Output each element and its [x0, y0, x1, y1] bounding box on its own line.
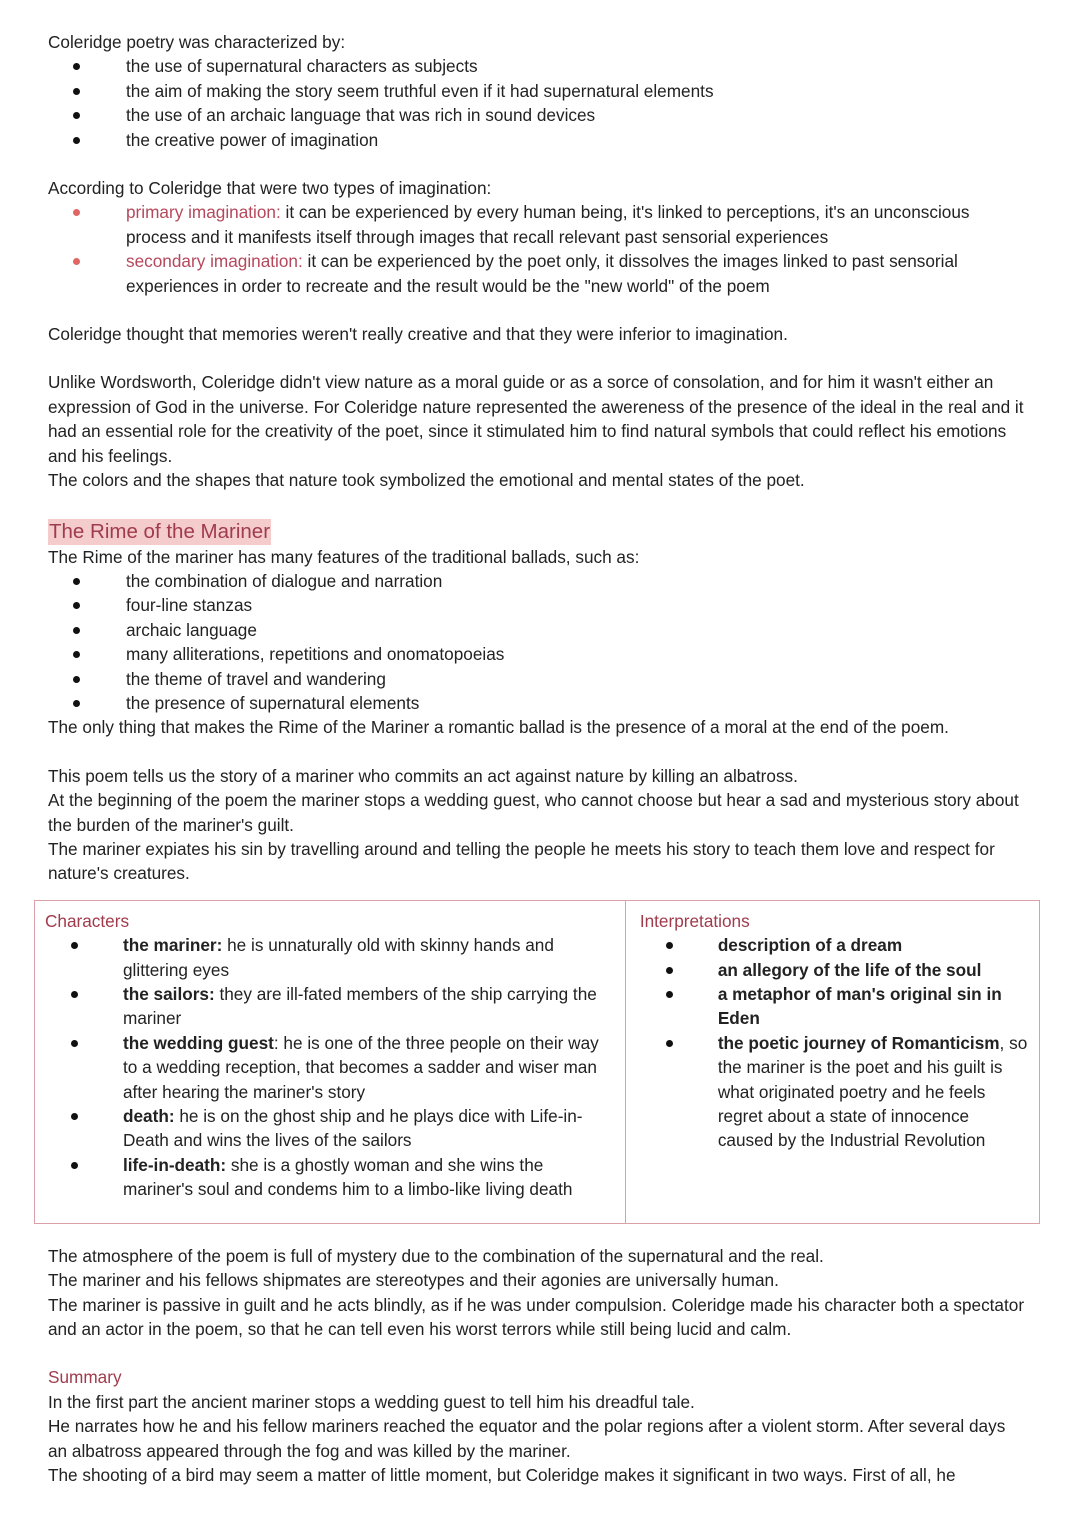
- term-primary: primary imagination:: [126, 202, 281, 223]
- intro-list: [48, 54, 1028, 152]
- document-page: [45, 30, 1028, 1487]
- list-item: the mariner: he is unnaturally old with skinny hands and glittering eyes: [45, 933, 615, 982]
- bullet-icon: [73, 578, 80, 585]
- list-item: the sailors: they are ill-fated members of the ship carrying the mariner: [45, 982, 615, 1031]
- list-item: four-line stanzas: [48, 593, 1028, 617]
- bullet-icon: [73, 651, 80, 658]
- atmosphere-line: The atmosphere of the poem is full of mystery due to the combination of the supernatural and the real.: [48, 1245, 824, 1266]
- list-item: the combination of dialogue and narration: [48, 569, 1028, 593]
- characters-list: [45, 933, 615, 1201]
- story-line: This poem tells us the story of a mariner who commits an act against nature by killing an albatross.: [48, 765, 798, 786]
- imagination-lead: According to Coleridge that were two types of imagination:: [48, 178, 492, 199]
- bullet-icon: [73, 88, 80, 95]
- section-title: The Rime of the Mariner: [49, 519, 271, 543]
- bullet-icon: [666, 991, 673, 998]
- list-item: the creative power of imagination: [48, 128, 1028, 152]
- bullet-icon: [73, 137, 80, 144]
- characters-column: [35, 901, 626, 1223]
- list-item: description of a dream: [640, 933, 1029, 957]
- bullet-icon: [71, 1040, 78, 1047]
- story-line: At the beginning of the poem the mariner stops a wedding guest, who cannot choose but hear a sad and mysterious story about the burden of the mariner's guilt.: [48, 790, 1019, 835]
- interpretations-list: [640, 933, 1029, 1153]
- bullet-icon: [73, 627, 80, 634]
- atmosphere-line: The mariner and his fellows shipmates are stereotypes and their agonies are universally human.: [48, 1270, 779, 1291]
- bullet-icon: [666, 967, 673, 974]
- bullet-icon: [71, 991, 78, 998]
- summary-heading: Summary: [48, 1367, 122, 1388]
- nature-paragraph-2: The colors and the shapes that nature took symbolized the emotional and mental states of the poet.: [48, 470, 805, 491]
- list-item: many alliterations, repetitions and onomatopoeias: [48, 642, 1028, 666]
- list-item: life-in-death: she is a ghostly woman and she wins the mariner's soul and condems him to a limbo-like living death: [45, 1153, 615, 1202]
- list-item: secondary imagination: it can be experienced by the poet only, it dissolves the images linked to past sensorial experiences in order to recreate and the result would be the "new world" of the poem: [48, 249, 1028, 298]
- memories-paragraph: Coleridge thought that memories weren't really creative and that they were inferior to imagination.: [48, 324, 788, 345]
- bullet-icon: [71, 942, 78, 949]
- list-item: the wedding guest: he is one of the three people on their way to a wedding reception, that becomes a sadder and wiser man after hearing the mariner's story: [45, 1031, 615, 1104]
- list-item: the use of an archaic language that was rich in sound devices: [48, 103, 1028, 127]
- bullet-icon: [71, 1113, 78, 1120]
- list-item: an allegory of the life of the soul: [640, 958, 1029, 982]
- bullet-icon: [73, 676, 80, 683]
- bullet-icon: [73, 602, 80, 609]
- list-item: primary imagination: it can be experienced by every human being, it's linked to perceptions, it's an unconscious process and it manifests itself through images that recall relevant past sensorial experiences: [48, 200, 1028, 249]
- list-item: death: he is on the ghost ship and he plays dice with Life-in-Death and wins the lives of the sailors: [45, 1104, 615, 1153]
- bullet-icon: [666, 942, 673, 949]
- summary-line: The shooting of a bird may seem a matter of little moment, but Coleridge makes it significant in two ways. First of all, he: [48, 1465, 956, 1486]
- characters-heading: Characters: [45, 910, 130, 931]
- bullet-icon: [73, 258, 80, 265]
- nature-paragraph: Unlike Wordsworth, Coleridge didn't view nature as a moral guide or as a sorce of consolation, and for him it wasn't either an expression of God in the universe. For Coleridge nature represented the awereness of the presence of the ideal in the real and it had an essential role for the creativity of the poet, since it stimulated him to find natural symbols that could reflect his emotions and his feelings.: [48, 372, 1024, 466]
- bullet-icon: [73, 63, 80, 70]
- intro-lead: Coleridge poetry was characterized by:: [48, 32, 346, 52]
- bullet-icon: [73, 112, 80, 119]
- interpretations-heading: Interpretations: [639, 910, 750, 931]
- list-item: the presence of supernatural elements: [48, 691, 1028, 715]
- list-item: the use of supernatural characters as subjects: [48, 54, 1028, 78]
- summary-line: He narrates how he and his fellow mariners reached the equator and the polar regions after a violent storm. After several days an albatross appeared through the fog and was killed by the mariner.: [48, 1416, 1006, 1461]
- bullet-icon: [71, 1162, 78, 1169]
- imagination-list: [48, 200, 1028, 298]
- bullet-icon: [73, 209, 80, 216]
- atmosphere-line: The mariner is passive in guilt and he acts blindly, as if he was under compulsion. Coleridge made his character both a spectator and an actor in the poem, so that he can tell even his worst terrors while still being lucid and calm.: [48, 1294, 1025, 1339]
- list-item: the theme of travel and wandering: [48, 667, 1028, 691]
- bullet-icon: [666, 1040, 673, 1047]
- rime-moral: The only thing that makes the Rime of the Mariner a romantic ballad is the presence of a moral at the end of the poem.: [48, 717, 949, 738]
- list-item: archaic language: [48, 618, 1028, 642]
- list-item: the aim of making the story seem truthful even if it had supernatural elements: [48, 79, 1028, 103]
- characters-interpretations-table: [34, 900, 1040, 1224]
- rime-features-list: [48, 569, 1028, 715]
- list-item: a metaphor of man's original sin in Eden: [640, 982, 1029, 1031]
- bullet-icon: [73, 700, 80, 707]
- summary-line: In the first part the ancient mariner stops a wedding guest to tell him his dreadful tale.: [48, 1391, 695, 1412]
- interpretations-column: [626, 901, 1039, 1223]
- list-item: the poetic journey of Romanticism, so the mariner is the poet and his guilt is what originated poetry and he feels regret about a state of innocence caused by the Industrial Revolution: [640, 1031, 1029, 1153]
- story-line: The mariner expiates his sin by travelling around and telling the people he meets his story to teach them love and respect for nature's creatures.: [48, 838, 995, 884]
- term-secondary: secondary imagination:: [126, 251, 303, 272]
- rime-lead: The Rime of the mariner has many features of the traditional ballads, such as:: [48, 546, 640, 567]
